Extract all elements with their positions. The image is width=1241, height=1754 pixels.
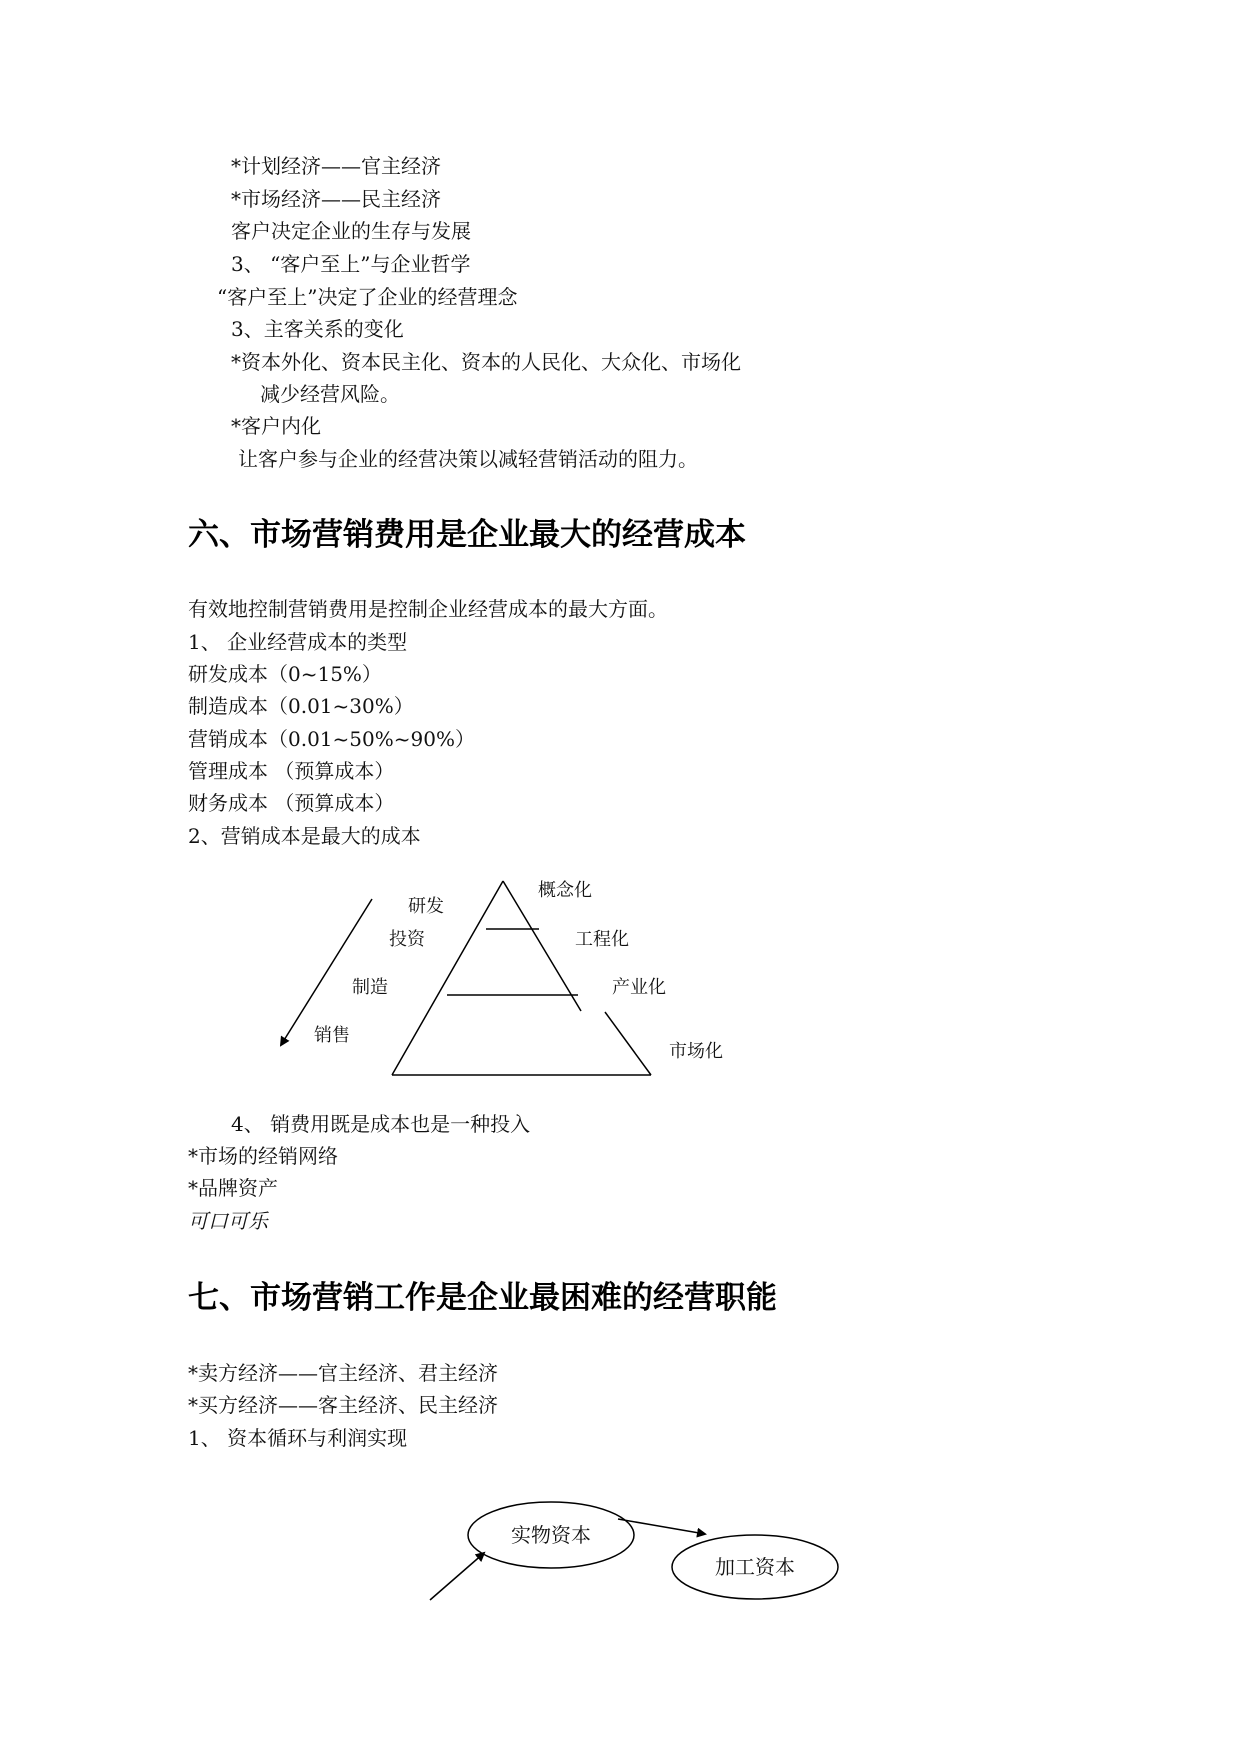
pyramid-left-label: 销售 — [314, 1025, 350, 1046]
text-line: *市场经济——民主经济 — [231, 187, 441, 211]
text-line: *品牌资产 — [188, 1176, 278, 1200]
text-line: 可口可乐 — [188, 1209, 268, 1233]
pyramid-left-label: 研发 — [408, 896, 444, 917]
text-line: *客户内化 — [231, 414, 321, 438]
pyramid-right-label: 概念化 — [538, 880, 592, 901]
text-line: 客户决定企业的生存与发展 — [231, 219, 471, 243]
text-line: 管理成本 （预算成本） — [188, 759, 395, 783]
text-line: 1、 资本循环与利润实现 — [188, 1426, 408, 1450]
text-line: *买方经济——客主经济、民主经济 — [188, 1393, 498, 1417]
section-heading: 六、市场营销费用是企业最大的经营成本 — [188, 517, 746, 553]
text-line: “客户至上”决定了企业的经营理念 — [217, 285, 518, 309]
text-line: *卖方经济——官主经济、君主经济 — [188, 1361, 498, 1385]
section-heading: 七、市场营销工作是企业最困难的经营职能 — [188, 1280, 777, 1316]
pyramid-right-edge-lower — [605, 1012, 651, 1075]
text-line: *市场的经销网络 — [188, 1144, 338, 1168]
pyramid-left-label: 制造 — [352, 977, 388, 998]
text-line: 2、营销成本是最大的成本 — [188, 824, 421, 848]
text-line: 3、 “客户至上”与企业哲学 — [231, 252, 471, 276]
text-line: 1、 企业经营成本的类型 — [188, 630, 408, 654]
text-line: 制造成本（0.01~30%） — [188, 694, 414, 718]
text-line: 减少经营风险。 — [260, 382, 400, 406]
text-line: *计划经济——官主经济 — [231, 154, 441, 178]
pyramid-right-label: 产业化 — [612, 977, 666, 998]
text-line: 有效地控制营销费用是控制企业经营成本的最大方面。 — [188, 597, 668, 621]
pyramid-right-label: 工程化 — [575, 929, 629, 950]
text-line: *资本外化、资本民主化、资本的人民化、大众化、市场化 — [231, 350, 741, 374]
pyramid-left-label: 投资 — [389, 929, 425, 950]
text-line: 研发成本（0~15%） — [188, 662, 382, 686]
node-label: 加工资本 — [715, 1555, 795, 1579]
pyramid-right-label: 市场化 — [669, 1041, 723, 1062]
text-line: 4、 销费用既是成本也是一种投入 — [231, 1112, 531, 1136]
text-line: 让客户参与企业的经营决策以减轻营销活动的阻力。 — [238, 447, 698, 471]
text-line: 3、主客关系的变化 — [231, 317, 404, 341]
node-label: 实物资本 — [511, 1523, 591, 1547]
cycle-arrow-in — [430, 1553, 484, 1600]
text-line: 营销成本（0.01~50%~90%） — [188, 727, 475, 751]
text-line: 财务成本 （预算成本） — [188, 791, 395, 815]
downward-arrow — [281, 899, 372, 1045]
